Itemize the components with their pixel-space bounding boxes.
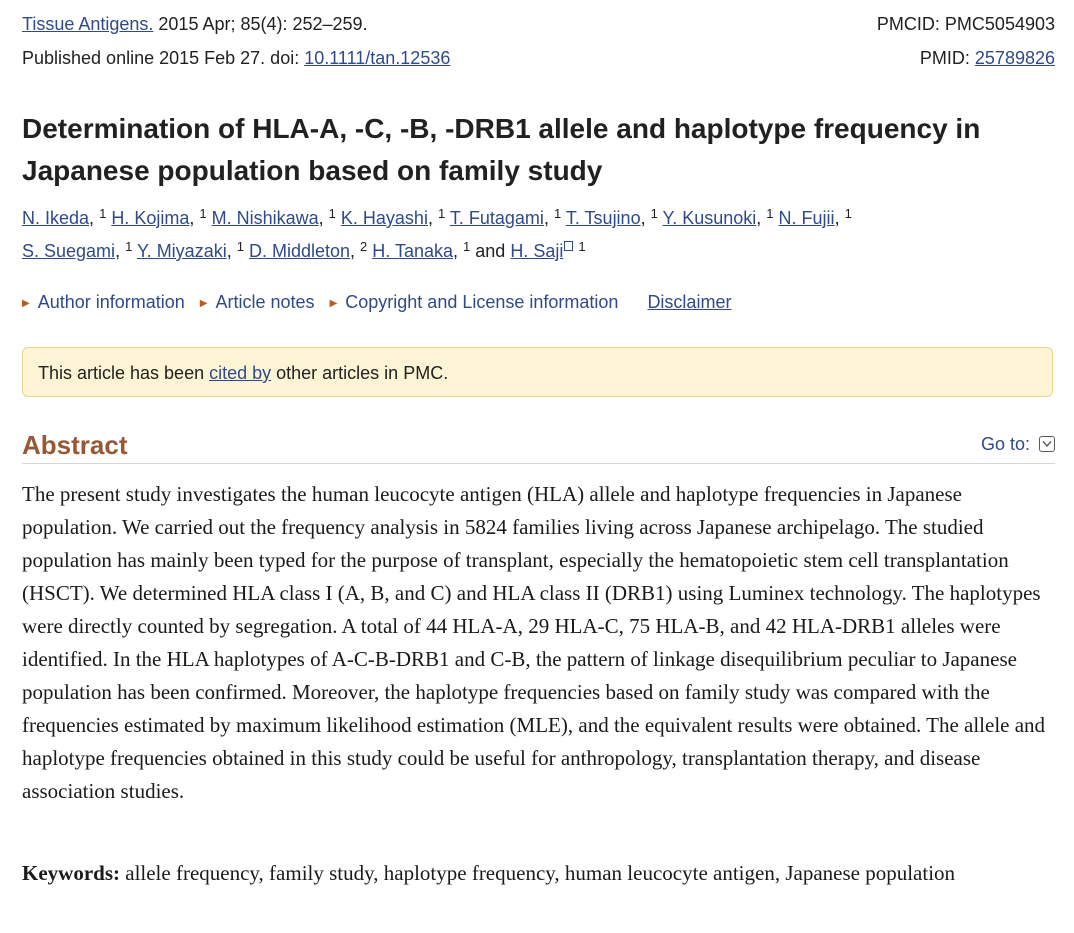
issue-text: 2015 Apr; 85(4): 252–259. <box>153 14 368 34</box>
journal-link[interactable]: Tissue Antigens. <box>22 14 154 34</box>
abstract-heading: Abstract <box>22 430 128 460</box>
expand-triangle-icon: ▶ <box>22 298 30 309</box>
affiliation-sup: 1 <box>844 206 852 221</box>
pmid-block <box>920 47 1055 69</box>
author-information-toggle[interactable]: Author information <box>37 292 185 312</box>
article-notes-toggle[interactable]: Article notes <box>215 292 315 312</box>
affiliation-sup: 1 <box>99 206 107 221</box>
pmid-label: PMID: <box>919 48 975 68</box>
author-link[interactable]: K. Hayashi <box>340 208 428 228</box>
author-list: N. Ikeda, $^1$ H. Kojima, $^1$ M. Nishikawa, $^1$ K. Hayashi, $^1$ T. Futagami, $^1$ T. Tsujino, $^1$ Y. Kusunoki, $^1$ N. Fujii, $^1$ S. Suegami, $^1$ Y. Miyazaki, $^1$ D. Middleton, $^2$ H. Tanaka, $^1$ and H. Saji $^1$ <box>22 206 852 261</box>
disclaimer-link[interactable]: Disclaimer <box>647 292 732 312</box>
affiliation-sup: 1 <box>463 239 471 254</box>
affiliation-sup: 1 <box>578 239 586 254</box>
author-link[interactable]: N. Fujii <box>778 208 835 228</box>
publication-row <box>22 47 1055 69</box>
citation-row <box>22 13 1055 35</box>
keywords-text: allele frequency, family study, haplotype frequency, human leucocyte antigen, Japanese population <box>120 861 956 885</box>
section-divider <box>22 463 1055 464</box>
doi-link[interactable]: 10.1111/tan.12536 <box>304 48 451 68</box>
affiliation-sup: 1 <box>125 239 133 254</box>
keywords <box>22 857 1022 890</box>
author-link[interactable]: Y. Miyazaki <box>137 241 227 261</box>
expand-triangle-icon: ▶ <box>329 298 338 309</box>
author-link[interactable]: M. Nishikawa <box>211 208 319 228</box>
author-link[interactable]: H. Saji <box>510 241 564 261</box>
pmcid-text: PMCID: PMC5054903 <box>876 14 1055 34</box>
abstract-text: The present study investigates the human leucocyte antigen (HLA) allele and haplotype frequencies in Japanese population. We carried out the frequency analysis in 5824 families living across Japanese archipelago. The studied population has mainly been typed for the purpose of transplant, especially the hematopoietic stem cell transplantation (HSCT). We determined HLA class I (A, B, and C) and HLA class II (DRB1) using Luminex technology. The haplotypes were directly counted by segregation. A total of 44 HLA-A, 29 HLA-C, 75 HLA-B, and 42 HLA-DRB1 alleles were identified. In the HLA haplotypes of A-C-B-DRB1 and C-B, the pattern of linkage disequilibrium peculiar to Japanese population has been confirmed. Moreover, the haplotype frequencies based on family study was compared with the frequencies estimated by maximum likelihood estimation (MLE), and the equivalent results were obtained. The allele and haplotype frequencies obtained in this study could be useful for anthropology, transplantation therapy, and disease association studies. <box>22 482 1046 803</box>
affiliation-sup: 1 <box>650 206 658 221</box>
author-link[interactable]: S. Suegami <box>22 241 116 261</box>
email-icon[interactable] <box>564 241 573 251</box>
affiliation-sup: 1 <box>328 206 336 221</box>
author-link[interactable]: H. Tanaka <box>372 241 454 261</box>
author-link[interactable]: D. Middleton <box>248 241 351 261</box>
author-link[interactable]: N. Ikeda <box>22 208 90 228</box>
affiliation-sup: 1 <box>199 206 207 221</box>
affiliation-sup: 1 <box>766 206 774 221</box>
published-text: Published online 2015 Feb 27. doi: <box>22 48 305 68</box>
chevron-down-icon[interactable] <box>1039 436 1055 452</box>
author-link[interactable]: T. Tsujino <box>565 208 641 228</box>
affiliation-sup: 1 <box>236 239 244 254</box>
copyright-toggle[interactable]: Copyright and License information <box>345 292 619 312</box>
authors-and: and <box>475 241 506 261</box>
pmid-link[interactable]: 25789826 <box>974 48 1055 68</box>
article-info-links <box>22 291 731 315</box>
cited-by-link[interactable]: cited by <box>209 363 272 383</box>
goto-menu[interactable] <box>981 433 1055 455</box>
cited-by-notice <box>22 347 1053 397</box>
notice-prefix: This article has been <box>38 363 210 383</box>
author-link[interactable]: H. Kojima <box>111 208 190 228</box>
goto-label: Go to: <box>980 434 1030 454</box>
author-link[interactable]: Y. Kusunoki <box>662 208 757 228</box>
affiliation-sup: 1 <box>437 206 446 221</box>
article-title: Determination of HLA-A, -C, -B, -DRB1 allele and haplotype frequency in Japanese population based on family study <box>22 113 981 186</box>
expand-triangle-icon: ▶ <box>199 298 208 309</box>
keywords-label: Keywords: <box>22 861 120 885</box>
author-link[interactable]: T. Futagami <box>449 208 544 228</box>
affiliation-sup: 1 <box>553 206 562 221</box>
notice-suffix: other articles in PMC. <box>271 363 449 383</box>
affiliation-sup: 2 <box>360 239 368 254</box>
